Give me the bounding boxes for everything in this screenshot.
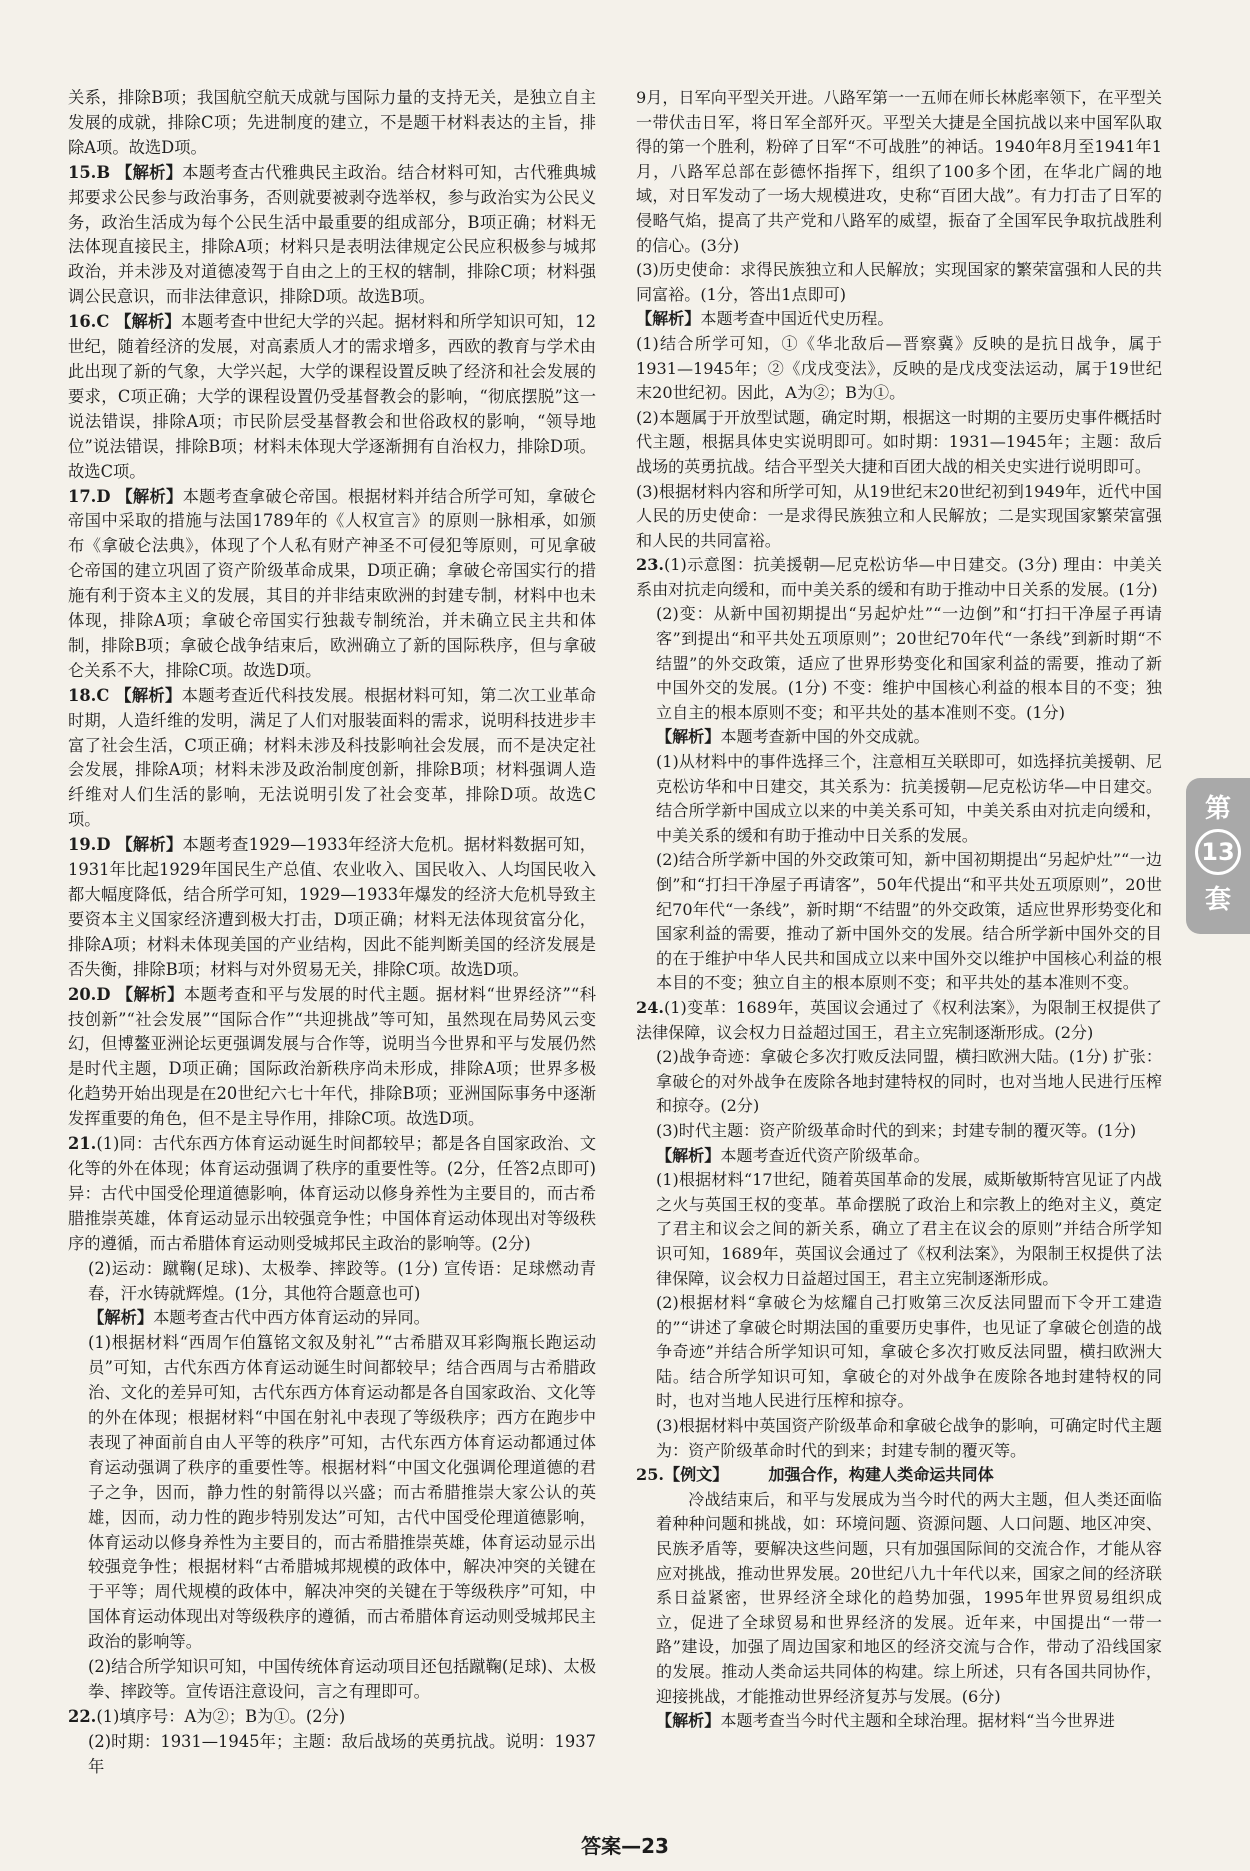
- answer-text: (1)变革：1689年，英国议会通过了《权利法案》，为限制王权提供了法律保障，议会权力日益超过国王，君主立宪制逐渐形成。(2分): [636, 997, 1162, 1042]
- analysis-tag: 【解析】: [88, 1308, 154, 1328]
- question-number: 23.: [636, 555, 664, 575]
- tab-top-text: 第: [1204, 794, 1231, 824]
- answer-paragraph: [636, 307, 1162, 332]
- paragraph-text: (2)运动：蹴鞠(足球)、太极拳、摔跤等。(1分) 宣传语：足球燃动青春，汗水铸就辉煌。(1分，其他符合题意也可): [88, 1258, 596, 1303]
- answer-item: [636, 553, 1162, 602]
- paragraph-text: (3)根据材料中英国资产阶级革命和拿破仑战争的影响，可确定时代主题为：资产阶级革命时代的到来；封建专制的覆灭等。: [656, 1416, 1162, 1460]
- answer-text: 本题考查近代科技发展。根据材料可知，第二次工业革命时期，人造纤维的发明，满足了人们对服装面料的需求，说明科技进步丰富了社会生活，C项正确；材料未涉及科技影响社会发展，而不是决定社会发展，排除A项；材料未涉及政治制度创新，排除B项；材料强调人造纤维对人们生活的影响，无法说明引发了社会变革，排除D项。故选C项。: [68, 685, 596, 830]
- answer-paragraph: [68, 1655, 596, 1705]
- paragraph-text: 本题考查中国近代史历程。: [700, 309, 894, 329]
- paragraph-text: 9月，日军向平型关开进。八路军第一一五师在师长林彪率领下，在平型关一带伏击日军，将日军全部歼灭。平型关大捷是全国抗战以来中国军队取得的第一个胜利，粉碎了日军“不可战胜”的神话。1940年8月至1941年1月，八路军总部在彭德怀指挥下，组织了100多个团，在华北广阔的地域，对日军发动了一场大规模进攻，史称“百团大战”。有力打击了日军的侵略气焰，提高了共产党和八路军的威望，振奋了全国军民争取抗战胜利的信心。(3分): [636, 88, 1162, 255]
- answer-head: D 【解析】: [96, 835, 183, 855]
- answer-head: D 【解析】: [96, 486, 183, 506]
- answer-head: D 【解析】: [96, 984, 184, 1004]
- answer-text: 本题考查古代雅典民主政治。结合材料可知，古代雅典城邦要求公民参与政治事务，否则就要被剥夺选举权，参与政治实为公民义务，政治生活成为每个公民生活中最重要的组成部分，B项正确；材料无法体现直接民主，排除A项；材料只是表明法律规定公民应积极参与城邦政治，并未涉及对道德凌驾于自由之上的王权的辖制，排除C项；材料强调公民意识，而非法律意识，排除D项。故选B项。: [68, 162, 596, 307]
- answer-text: (1)示意图：抗美援朝—尼克松访华—中日建交。(3分) 理由：中美关系由对抗走向缓和，而中美关系的缓和有助于推动中日关系的发展。(1分): [636, 555, 1162, 599]
- answer-paragraph: [636, 1709, 1162, 1734]
- answer-paragraph: [636, 725, 1162, 750]
- paragraph-text: (1)从材料中的事件选择三个，注意相互关联即可，如选择抗美援朝、尼克松访华和中日建交，其关系为：抗美援朝—尼克松访华—中日建交。结合所学新中国成立以来的中美关系可知，中美关系由对抗走向缓和，中美关系的缓和有助于推动中日关系的发展。: [656, 752, 1162, 845]
- answer-paragraph: [636, 750, 1162, 848]
- answer-paragraph: [636, 332, 1162, 406]
- answer-paragraph: [636, 1119, 1162, 1144]
- paragraph-text: 本题考查近代资产阶级革命。: [720, 1145, 930, 1165]
- answer-paragraph: [636, 406, 1162, 480]
- answer-head: C 【解析】: [96, 685, 182, 705]
- right-column: [636, 86, 1162, 1734]
- answer-text: 本题考查中世纪大学的兴起。据材料和所学知识可知，12世纪，随着经济的发展，对高素质人才的需求增多，西欧的教育与学术由此出现了新的气象，大学兴起，大学的课程设置反映了经济和社会发展的要求，C项正确；大学的课程设置仍受基督教会的影响，“彻底摆脱”这一说法错误，排除A项；市民阶层受基督教会和世俗政权的影响，“领导地位”说法错误，排除B项；材料未体现大学逐渐拥有自治权力，排除D项。故选C项。: [68, 312, 596, 481]
- page-number: 答案—23: [581, 1834, 669, 1858]
- question-number: 25.: [636, 1465, 664, 1485]
- answer-item: [68, 1705, 596, 1730]
- paragraph-text: (2)本题属于开放型试题，确定时期，根据这一时期的主要历史事件概括时代主题，根据具体史实说明即可。如时期：1931—1945年；主题：敌后战场的英勇抗战。结合平型关大捷和百团大战的相关史实进行说明即可。: [636, 407, 1162, 476]
- answer-paragraph: [68, 1257, 596, 1307]
- paragraph-text: (3)根据材料内容和所学可知，从19世纪末20世纪初到1949年，近代中国人民的历史使命：一是求得民族独立和人民解放；二是实现国家繁荣富强和人民的共同富裕。: [636, 481, 1162, 550]
- question-number: 18.: [68, 685, 97, 705]
- answer-head: C 【解析】: [96, 312, 181, 332]
- paragraph-text: 本题考查古代中西方体育运动的异同。: [153, 1308, 430, 1328]
- answer-head: B 【解析】: [96, 162, 183, 182]
- answer-text: (1)同：古代东西方体育运动诞生时间都较早；都是各自国家政治、文化等的外在体现；体育运动强调了秩序的重要性等。(2分，任答2点即可)异：古代中国受伦理道德影响，体育运动以修身养性为主要目的，而古希腊推崇英雄，体育运动显示出较强竞争性；中国体育运动体现出对等级秩序的遵循，而古希腊体育运动则受城邦民主政治的影响等。(2分): [68, 1134, 596, 1253]
- answer-item: [68, 485, 596, 684]
- paragraph-text: (1)根据材料“西周乍伯簋铭文叙及射礼”“古希腊双耳彩陶瓶长跑运动员”可知，古代东西方体育运动诞生时间都较早；结合西周与古希腊政治、文化的差异可知，古代东西方体育运动都是各自国家政治、文化等的外在体现；根据材料“中国在射礼中表现了等级秩序；西方在跑步中表现了神面前自由人平等的秩序”可知，古代东西方体育运动都通过体育运动强调了秩序的重要性等。根据材料“中国文化强调伦理道德的君子之争，因而，静力性的射箭得以兴盛；而古希腊推崇大家公认的英雄，因而，动力性的跑步特别发达”可知，古代中国受伦理道德影响，体育运动以修身养性为主要目的，而古希腊推崇英雄，体育运动显示出较强竞争性；根据材料“古希腊城邦规模的政体中，解决冲突的关键在于平等；周代规模的政体中，解决冲突的关键在于等级秩序”可知，中国体育运动体现出对等级秩序的遵循，而古希腊体育运动则受城邦民主政治的影响等。: [88, 1333, 596, 1652]
- answer-paragraph: [636, 1144, 1162, 1169]
- answer-paragraph: [636, 1168, 1162, 1291]
- answer-item: [68, 983, 596, 1132]
- paragraph-text: 冷战结束后，和平与发展成为当今时代的两大主题，但人类还面临着种种问题和挑战，如：环境问题、资源问题、人口问题、地区冲突、民族矛盾等，要解决这些问题，只有加强国际间的交流合作，才能从容应对挑战，推动世界发展。20世纪八九十年代以来，国家之间的经济联系日益紧密，世界经济全球化的趋势加强，1995年世界贸易组织成立，促进了全球贸易和世界经济的发展。近年来，中国提出“一带一路”建设，加强了周边国家和地区的经济交流与合作，带动了沿线国家的发展。推动人类命运共同体的构建。综上所述，只有各国共同协作，迎接挑战，才能推动世界经济复苏与发展。(6分): [656, 1489, 1162, 1706]
- paragraph-text: (2)时期：1931—1945年；主题：敌后战场的英勇抗战。说明：1937年: [88, 1731, 596, 1776]
- paragraph-text: (3)时代主题：资产阶级革命时代的到来；封建专制的覆灭等。(1分): [656, 1120, 1137, 1140]
- analysis-tag: 【解析】: [656, 727, 721, 747]
- answer-paragraph: [636, 1045, 1162, 1119]
- answer-item: [68, 833, 596, 982]
- paragraph-text: (1)结合所学可知，①《华北敌后—晋察冀》反映的是抗日战争，属于1931—1945年；②《戊戌变法》，反映的是戊戌变法运动，属于19世纪末20世纪初。因此，A为②；B为①。: [636, 333, 1162, 403]
- question-number: 24.: [636, 997, 664, 1017]
- paragraph-text: 本题考查当今时代主题和全球治理。据材料“当今世界进: [720, 1711, 1115, 1731]
- answer-paragraph: [636, 258, 1162, 307]
- answer-item: [636, 996, 1162, 1045]
- question-number: 16.: [68, 312, 97, 332]
- answer-item: [68, 1132, 596, 1257]
- analysis-tag: 【解析】: [656, 1145, 721, 1165]
- answer-paragraph: [68, 1331, 596, 1655]
- answer-item: [636, 1463, 1162, 1488]
- paragraph-text: (1)根据材料“17世纪，随着英国革命的发展，威斯敏斯特宫见证了内战之火与英国王权的变革。革命摆脱了政治上和宗教上的绝对主义，奠定了君主和议会之间的新关系，确立了君主在议会的原则”并结合所学知识可知，1689年，英国议会通过了《权利法案》，为限制王权提供了法律保障，议会权力日益超过国王，君主立宪制逐渐形成。: [656, 1170, 1162, 1288]
- answer-paragraph: [68, 86, 596, 161]
- answer-text: 本题考查拿破仑帝国。根据材料并结合所学可知，拿破仑帝国中采取的措施与法国1789年的《人权宣言》的原则一脉相承，如颁布《拿破仑法典》，体现了个人私有财产神圣不可侵犯等原则，可见拿破仑帝国的建立巩固了资产阶级革命成果，D项正确；拿破仑帝国实行的措施有利于资本主义的发展，其目的并非结束欧洲的封建专制，材料中也未体现，排除A项；拿破仑帝国实行独裁专制统治，并未确立民主共和体制，排除B项；拿破仑战争结束后，欧洲确立了新的国际秩序，但与拿破仑关系不大，排除C项。故选D项。: [68, 486, 596, 680]
- essay-title: 加强合作，构建人类命运共同体: [768, 1465, 994, 1485]
- paragraph-text: 本题考查新中国的外交成就。: [720, 727, 930, 747]
- analysis-tag: 【解析】: [636, 309, 701, 329]
- answer-paragraph: [636, 1488, 1162, 1709]
- tab-bottom-text: 套: [1204, 885, 1231, 915]
- answer-text: 本题考查和平与发展的时代主题。据材料“世界经济”“科技创新”“社会发展”“国际合作”“共迎挑战”等可知，虽然现在局势风云变幻，但博鳌亚洲论坛更强调发展与合作等，说明当今世界和平与发展仍然是时代主题，D项正确；国际政治新秩序尚未形成，排除A项；世界多极化趋势开始出现是在20世纪六七十年代，排除B项；亚洲国际事务中逐渐发挥重要的角色，但不是主导作用，排除C项。故选D项。: [68, 984, 596, 1129]
- left-column: [68, 86, 596, 1780]
- answer-paragraph: [636, 480, 1162, 554]
- answer-paragraph: [636, 602, 1162, 725]
- answer-text: (1)填序号：A为②；B为①。(2分): [96, 1706, 346, 1726]
- question-number: 17.: [68, 486, 97, 506]
- paragraph-text: (2)结合所学知识可知，中国传统体育运动项目还包括蹴鞠(足球)、太极拳、摔跤等。宣传语注意设问，言之有理即可。: [88, 1657, 596, 1701]
- paragraph-text: 关系，排除B项；我国航空航天成就与国际力量的支持无关，是独立自主发展的成就，排除C项；先进制度的建立，不是题干材料表达的主旨，排除A项。故选D项。: [68, 88, 596, 157]
- answer-item: [68, 684, 596, 833]
- answer-paragraph: [636, 1291, 1162, 1414]
- answer-paragraph: [636, 86, 1162, 258]
- tab-number: 13: [1195, 829, 1241, 875]
- paragraph-text: (2)变：从新中国初期提出“另起炉灶”“一边倒”和“打扫干净屋子再请客”到提出“和平共处五项原则”；20世纪70年代“一条线”到新时期“不结盟”的外交政策，适应了世界形势变化和国家利益的需要，推动了新中国外交的发展。(1分) 不变：维护中国核心利益的根本目的不变；独立自主的根本原则不变；和平共处的基本准则不变。(1分): [656, 604, 1162, 722]
- question-number: 19.: [68, 835, 97, 855]
- answer-text: 本题考查1929—1933年经济大危机。据材料数据可知，1931年比起1929年国民生产总值、农业收入、国民收入、人均国民收入都大幅度降低，结合所学可知，1929—1933年爆发的经济大危机导致主要资本主义国家经济遭到极大打击，D项正确；材料无法体现贫富分化，排除A项；材料未体现美国的产业结构，因此不能判断美国的经济发展是否失衡，排除B项；材料与对外贸易无关，排除C项。故选D项。: [68, 835, 596, 979]
- answer-paragraph: [636, 1414, 1162, 1463]
- answer-item: [68, 161, 596, 310]
- paragraph-text: (2)根据材料“拿破仑为炫耀自己打败第三次反法同盟而下令开工建造的”“讲述了拿破仑时期法国的重要历史事件，也见证了拿破仑创造的战争奇迹”并结合所学知识可知，拿破仑多次打败反法同盟，横扫欧洲大陆。结合所学知识可知，拿破仑的对外战争在废除各地封建特权的同时，也对当地人民进行压榨和掠夺。: [656, 1293, 1162, 1411]
- question-number: 22.: [68, 1706, 97, 1726]
- question-number: 21.: [68, 1134, 97, 1154]
- paragraph-text: (2)战争奇迹：拿破仑多次打败反法同盟，横扫欧洲大陆。(1分) 扩张：拿破仑的对外战争在废除各地封建特权的同时，也对当地人民进行压榨和掠夺。(2分): [656, 1047, 1162, 1116]
- section-tab: [1186, 778, 1250, 934]
- paragraph-text: (2)结合所学新中国的外交政策可知，新中国初期提出“另起炉灶”“一边倒”和“打扫干净屋子再请客”，50年代提出“和平共处五项原则”，20世纪70年代“一条线”，新时期“不结盟”的外交政策，适应世界形势变化和国家利益的需要，推动了新中国外交的发展。结合所学新中国外交的目的在于维护中华人民共和国成立以来中国外交以维护中国核心利益的根本目的不变；独立自主的根本原则不变；和平共处的基本准则不变。: [656, 850, 1162, 993]
- answer-paragraph: [68, 1306, 596, 1331]
- question-number: 15.: [68, 162, 97, 182]
- answer-item: [68, 310, 596, 484]
- answer-head: 【例文】: [664, 1465, 729, 1485]
- question-number: 20.: [68, 984, 97, 1004]
- answer-paragraph: [636, 848, 1162, 996]
- answer-paragraph: [68, 1730, 596, 1780]
- paragraph-text: (3)历史使命：求得民族独立和人民解放；实现国家的繁荣富强和人民的共同富裕。(1分，答出1点即可): [636, 260, 1162, 304]
- analysis-tag: 【解析】: [656, 1711, 721, 1731]
